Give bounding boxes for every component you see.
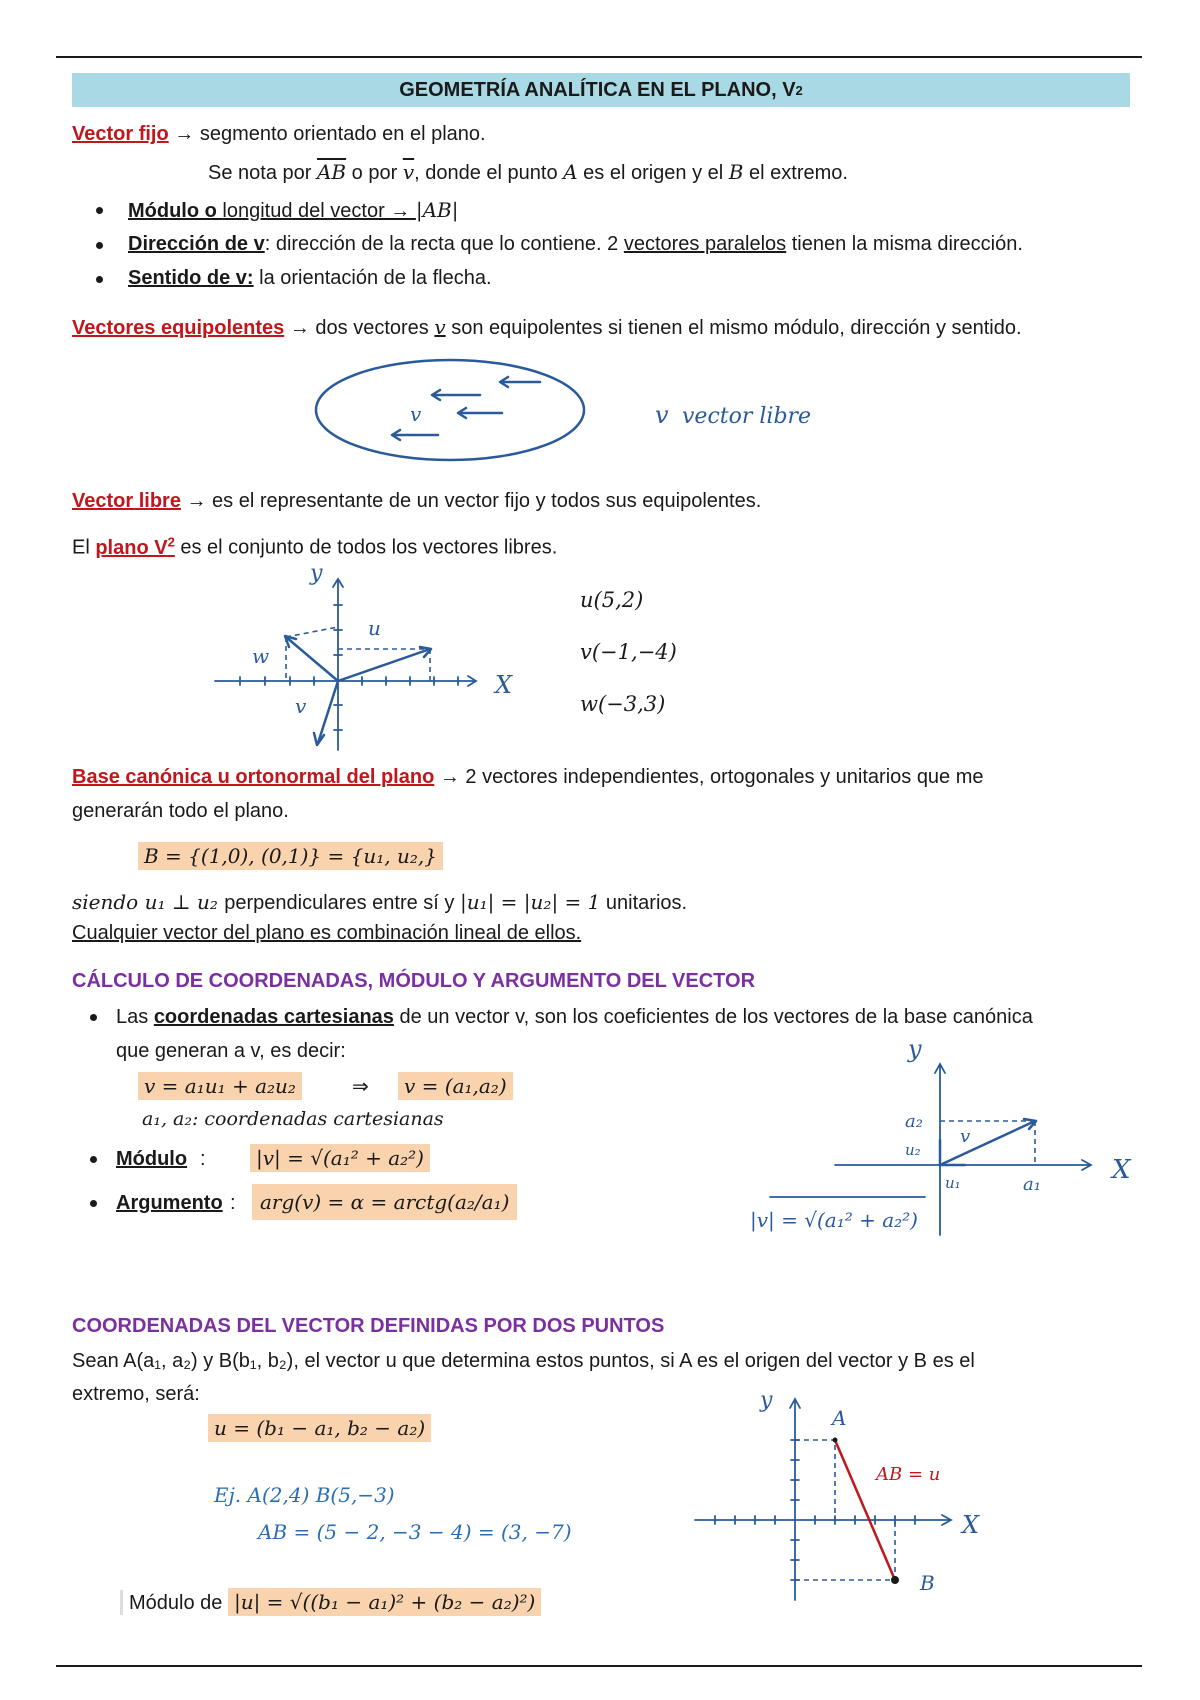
a1-label: a₁ [1023,1174,1041,1195]
two-points-graph [680,1385,1000,1605]
axis-ticks [240,605,458,730]
v-coords: v(−1,−4) [580,640,677,664]
title-text: GEOMETRÍA ANALÍTICA EN EL PLANO, V [399,78,796,101]
notation-text: es el origen y el [577,162,729,184]
modulo-label: Módulo o [128,200,223,222]
y-label: y [908,1035,922,1063]
unit-math: |u₁| = |u₂| = 1 [459,890,601,914]
u2-label: u₂ [905,1141,921,1159]
v-label-libre: v [655,401,669,429]
dos-puntos-line-1: Sean A(a₁, a₂) y B(b₁, b₂), el vector u que determina estos puntos, si A es el origen del vector y B es el [72,1350,975,1372]
w-arrow [286,637,338,681]
notation-text: o por [346,162,403,184]
dos-puntos-eq: u = (b₁ − a₁, b₂ − a₂) [208,1414,431,1442]
vector-libre-line [72,490,761,513]
implies-icon: ⇒ [352,1076,369,1098]
page-title [72,73,1130,107]
modulo-label: Módulo [116,1148,188,1170]
u-coords: u(5,2) [580,588,644,612]
dos-puntos-line-2: extremo, será: [72,1383,200,1405]
coords-line-2: que generan a v, es decir: [116,1040,346,1062]
example-points: Ej. A(2,4) B(5,−3) [214,1483,395,1507]
point-a: A [563,160,578,184]
point-a-dot [833,1438,838,1443]
heading-calculo: CÁLCULO DE COORDENADAS, MÓDULO Y ARGUMENTO DEL VECTOR [72,970,756,992]
base-canonica-def: 2 vectores independientes, ortogonales y unitarios que me [459,766,984,788]
unit-text: unitarios. [600,892,688,914]
v-arrow [318,681,338,743]
bullet [96,207,103,214]
bullet [90,1200,97,1207]
v-arrow [940,1121,1035,1165]
arrow-icon: → [289,317,310,339]
notation-text: Se nota por [208,162,317,184]
modulo-eq: |v| = √(a₁² + a₂²) [250,1144,430,1172]
plano-pre: El [72,536,96,559]
v-label: v [410,402,422,426]
sentido-text: la orientación de la flecha. [253,267,492,289]
vector-fijo-line [72,123,486,146]
perp-text: perpendiculares entre sí y [224,892,460,914]
notation-text: , donde el punto [414,162,564,184]
direccion-text: : dirección de la recta que lo contiene. 2 [264,233,624,255]
plano-sup: 2 [167,534,175,549]
coords-text: Las [116,1006,154,1028]
modulo-math: |AB| [415,198,459,222]
base-canonica-term: Base canónica u ortonormal del plano [72,766,435,788]
vector-fijo-def: segmento orientado en el plano. [194,123,486,145]
plano-term [95,534,175,559]
direccion-text-2: tienen la misma dirección. [786,233,1023,255]
coordenadas-cartesianas: coordenadas cartesianas [153,1006,394,1028]
argumento-eq: arg(v) = α = arctg(a₂/a₁) [252,1184,517,1220]
arrow-icon: → [439,766,460,788]
colon: : [200,1148,206,1170]
a2-label: a₂ [905,1111,923,1132]
colon: : [230,1192,236,1214]
bullet [90,1014,97,1021]
modulo-dos-puntos-line [120,1590,541,1615]
perp-math: siendo u₁ ⊥ u₂ [72,890,225,914]
ab-equals-u-label: AB = u [876,1464,941,1485]
title-sup: 2 [795,82,803,98]
w-coords: w(−3,3) [580,692,666,716]
bullet [96,242,103,249]
ab-vector: $\overline{AB}$ [316,160,347,184]
v-vector: $\overline{v}$ [402,160,415,184]
w-label: w [252,644,270,668]
vector-libre-term: Vector libre [72,490,181,512]
basis-formula: B = {(1,0), (0,1)} = {u₁, u₂,} [138,842,443,870]
coords-line-1 [116,1006,1033,1029]
x-label: X [495,671,513,699]
x-label: X [1112,1155,1131,1185]
bottom-rule [56,1665,1142,1667]
equipolentes-text: dos vectores [309,317,435,339]
equipolentes-line [72,315,1022,340]
modulo-de-label: Módulo de [129,1592,228,1614]
bullet-modulo [128,198,458,223]
point-a-label: A [832,1406,847,1430]
u-label: u [368,616,381,640]
notation-line [208,160,848,185]
equipolentes-term: Vectores equipolentes [72,317,285,339]
plano-def: es el conjunto de todos los vectores libres. [174,536,558,559]
v-label: v [295,694,307,718]
notation-text: el extremo. [743,162,848,184]
base-canonica-line [72,766,984,789]
y-label: y [760,1388,773,1413]
arrow-icon: → [186,490,207,512]
base-canonica-def-2: generarán todo el plano. [72,800,289,822]
vector-libre-def: es el representante de un vector fijo y todos sus equipolentes. [206,490,762,512]
modulo-text: longitud del vector → [222,200,416,222]
modulo-dos-puntos-eq: |u| = √((b₁ − a₁)² + (b₂ − a₂)²) [228,1588,541,1616]
y-label: y [310,565,323,586]
equipolent-vectors-sketch [310,355,850,475]
ortogonal-line [72,890,687,915]
vectores-paralelos: vectores paralelos [623,233,787,255]
v-vector: v [434,315,446,339]
heading-dos-puntos: COORDENADAS DEL VECTOR DEFINIDAS POR DOS PUNTOS [72,1315,665,1337]
bullet-sentido [128,267,492,290]
linear-combination-eq: v = a₁u₁ + a₂u₂ [138,1072,302,1100]
vector-fijo-term: Vector fijo [72,123,169,145]
ab-vector [835,1440,895,1580]
bullet [96,276,103,283]
direccion-label: Dirección de v [128,233,265,255]
plano-line [72,534,557,560]
bullet [90,1156,97,1163]
modulo-handwritten: |v| = √(a₁² + a₂²) [750,1208,918,1232]
coords-eq: v = (a₁,a₂) [398,1072,513,1100]
ellipse [316,360,584,460]
coords-text-2: de un vector v, son los coeficientes de los vectores de la base canónica [393,1006,1033,1028]
cartesian-coords-graph [740,1030,1140,1240]
plano-term-text: plano V [95,536,168,559]
bullet-direccion [128,233,1023,256]
u-arrow [338,649,430,681]
u1-label: u₁ [945,1174,961,1192]
point-b-label: B [920,1571,935,1595]
top-rule [56,56,1142,58]
point-b-dot [891,1576,899,1584]
sentido-label: Sentido de v: [128,267,254,289]
vector-coordinates-graph [210,565,530,755]
arrow-icon: → [174,123,195,145]
x-label: X [962,1511,980,1539]
vector-libre-caption: vector libre [682,404,812,429]
coords-note: a₁, a₂: coordenadas cartesianas [142,1108,444,1130]
example-result: AB = (5 − 2, −3 − 4) = (3, −7) [258,1520,572,1544]
v-label: v [960,1126,971,1147]
equipolentes-text-2: son equipolentes si tienen el mismo módulo, dirección y sentido. [445,317,1022,339]
combinacion-lineal: Cualquier vector del plano es combinación lineal de ellos. [72,922,582,944]
point-b: B [728,160,744,184]
argumento-label: Argumento [116,1192,223,1214]
